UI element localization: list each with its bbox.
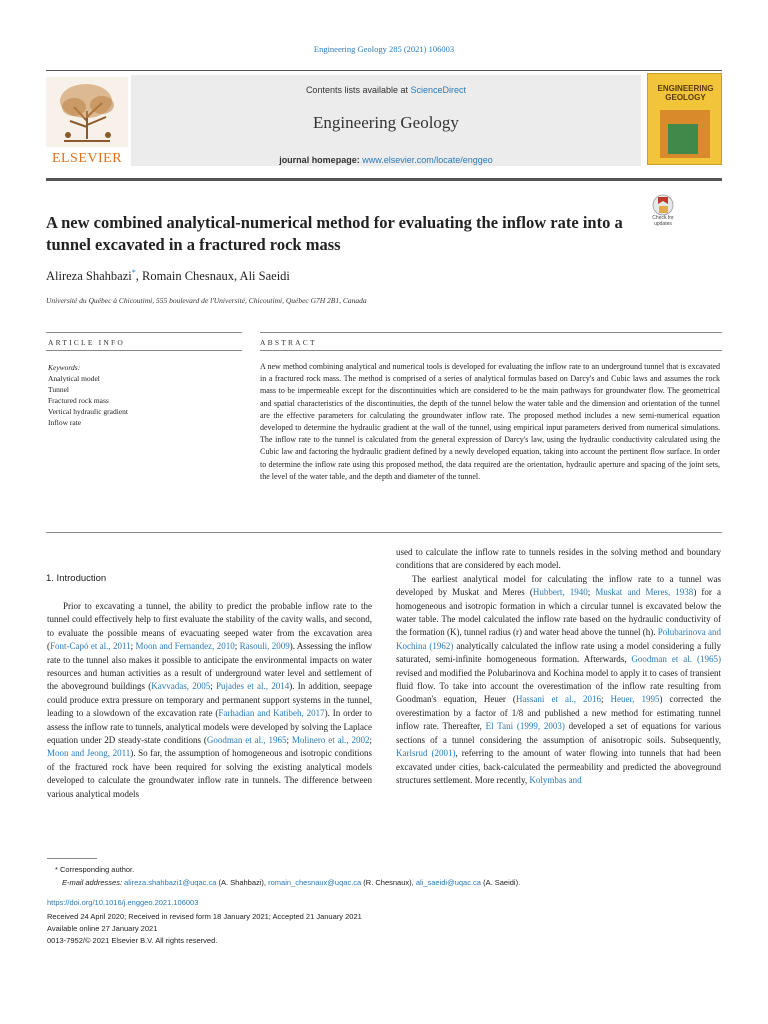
keyword-item: Vertical hydraulic gradient xyxy=(48,407,128,416)
citation-link[interactable]: Hubbert, 1940 xyxy=(532,587,588,598)
body-text: used to calculate the inflow rate to tunnels resides in the solving method and boundary conditions that are considered by each model. xyxy=(396,547,721,571)
body-text: ). In order to assess the inflow rate to tunnels, analytical models were developed by solving the Laplace equation under 2D steady-state conditions ( xyxy=(47,708,372,746)
body-text: ). So far, the assumption of homogeneous and isotropic conditions of the fractured rock have been required for solving the existing analytical models developed to calculate the groundwater inflow rate in tunnels. The difference between various analytical models xyxy=(47,748,372,799)
abstract-rule xyxy=(260,332,722,333)
intro-paragraph xyxy=(396,573,721,788)
citation-link[interactable]: Pujades et al., 2014 xyxy=(216,681,290,692)
cover-graphic-inner xyxy=(668,124,698,154)
elsevier-wordmark: ELSEVIER xyxy=(51,151,123,166)
journal-cover-thumbnail[interactable] xyxy=(647,73,722,165)
citation-link[interactable]: Goodman et al., 1965 xyxy=(206,735,287,746)
corresponding-author-mark[interactable]: * xyxy=(131,268,136,277)
check-for-updates-badge[interactable] xyxy=(648,194,678,232)
journal-reference[interactable]: Engineering Geology 285 (2021) 106003 xyxy=(313,44,455,54)
elsevier-tree-icon xyxy=(46,77,128,147)
homepage-line xyxy=(131,155,641,165)
body-text: ). Assessing the inflow rate to the tunnel also makes it possible to anticipate the environmental impacts on water resources and human activities as a result of underground water level and settlement of the aboveground buildings ( xyxy=(47,641,372,692)
keyword-item: Inflow rate xyxy=(48,418,82,427)
corresponding-author-note: * Corresponding author. xyxy=(55,865,135,874)
intro-paragraph xyxy=(47,600,372,801)
author-name[interactable]: Alireza Shahbazi xyxy=(46,269,132,284)
citation-link[interactable]: Polubarinova and Kochina (1962) xyxy=(396,627,721,651)
abstract-subrule xyxy=(260,350,722,351)
citation-link[interactable]: Kavvadas, 2005 xyxy=(151,681,211,692)
homepage-link[interactable]: www.elsevier.com/locate/enggeo xyxy=(362,155,493,165)
email-owner: (A. Saeidi). xyxy=(483,878,521,887)
email-link[interactable]: romain_chesnaux@uqac.ca xyxy=(268,878,362,887)
homepage-label: journal homepage: xyxy=(279,155,360,165)
email-owner: (R. Chesnaux), xyxy=(363,878,414,887)
citation-link[interactable]: Goodman et al. (1965) xyxy=(631,654,721,665)
keyword-item: Analytical model xyxy=(48,374,100,383)
body-text: Prior to excavating a tunnel, the ability to predict the probable inflow rate to the tunnel could effectively help to first evaluate the stability of the cavity walls, and second, to evaluate the possible means of evacuating seeped water from the excavation area ( xyxy=(47,601,372,652)
article-info-heading: ARTICLE INFO xyxy=(48,338,125,347)
citation-link[interactable]: Moon and Jeong, 2011 xyxy=(47,748,131,759)
citation-link[interactable]: Moon and Fernandez, 2010 xyxy=(135,641,235,652)
body-text: ; xyxy=(286,735,292,746)
cover-title-line2: GEOLOGY xyxy=(665,93,706,102)
affiliation: Université du Québec à Chicoutimi, 555 boulevard de l'Université, Chicoutimi, Québec G7H 2B1, Canada xyxy=(46,296,367,305)
body-text: ; xyxy=(210,681,217,692)
body-text: ; xyxy=(587,587,596,598)
doi-link[interactable]: https://doi.org/10.1016/j.enggeo.2021.106003 xyxy=(47,898,199,907)
keyword-item: Tunnel xyxy=(48,385,69,394)
author-list xyxy=(46,268,290,284)
email-link[interactable]: ali_saeidi@uqac.ca xyxy=(415,878,481,887)
crossmark-line2: updates xyxy=(654,220,672,227)
body-column-right xyxy=(396,546,721,787)
body-text: ). In addition, seepage could produce extra pressure on temporary and permanent support systems in the tunnel, leading to a slowdown of the excavation rate ( xyxy=(47,681,372,719)
abstract-body: A new method combining analytical and numerical tools is developed for evaluating the inflow rate to an underground tunnel that is excavated in a fractured rock mass. The method is comprised of a series of analytical formulas based on Darcy's and Cubic laws and assumes the rock mass to be impermeable except for the discontinuities which are considered to be the main pathways for groundwater flow. The geometrical and spatial characteristics of the discontinuities, the depth of the tunnel below the water table and the dimension and orientation of the tunnel are the effective parameters for calculating the groundwater inflow rate. The proposed method includes a new semi-numerical equation developed to determine the hydraulic gradient at the wall of the tunnel, using empirical input parameters derived from numerical simulations. The inflow rate to the tunnel is calculated from the general expression of Darcy's law, using the hydraulic conductivity calculated using the Cubic law and factoring the hydraulic gradient defined by a newly developed equation, taking into account the pertinent flow surface. In order to determine the inflow rate using this proposed method, the data required are the orientation, hydraulic aperture and spacing of the joint sets, the level of the water table, and the depth and diameter of the tunnel. xyxy=(260,362,720,481)
email-label: E-mail addresses: xyxy=(62,878,123,887)
citation-link[interactable]: Rasouli, 2009 xyxy=(239,641,290,652)
body-text: The earliest analytical model for calculating the inflow rate to a tunnel was developed by Muskat and Meres ( xyxy=(396,573,721,598)
keywords-label: Keywords: xyxy=(48,363,81,372)
body-text: ; xyxy=(234,641,240,652)
intro-paragraph-continued xyxy=(396,546,721,573)
citation-link[interactable]: Font-Capó et al., 2011 xyxy=(50,641,131,652)
citation-link[interactable]: Karlsrud (2001) xyxy=(396,748,456,759)
abstract-end-rule xyxy=(46,532,722,533)
cover-title xyxy=(652,84,719,102)
citation-link[interactable]: El Tani (1999, 2003) xyxy=(485,721,565,732)
masthead-band xyxy=(131,75,641,166)
copyright-line: 0013-7952/© 2021 Elsevier B.V. All rights reserved. xyxy=(47,936,218,945)
citation-link[interactable]: Molinero et al., 2002 xyxy=(291,735,370,746)
cover-title-line1: ENGINEERING xyxy=(657,84,714,93)
citation-link[interactable]: Hassani et al., 2016 xyxy=(515,694,602,705)
body-text: ; xyxy=(130,641,136,652)
body-text: analytically calculated the inflow rate using a model considering a fully saturated, semi-infinite homogeneous formation. Afterwards, xyxy=(396,640,722,665)
email-link[interactable]: alireza.shahbazi1@uqac.ca xyxy=(124,878,217,887)
email-addresses xyxy=(62,878,520,887)
history-dates: Received 24 April 2020; Received in revised form 18 January 2021; Accepted 21 January 2021 xyxy=(47,912,362,921)
body-text: ) corrected the overestimation by a factor of 1/8 and published a new method for estimating tunnel inflow rate. Thereafter, xyxy=(396,694,721,732)
body-text: revised and modified the Polubarinova and Kochina model to apply it to cases of transient fluid flow. To take into account the overestimation of the inflow rate resulting from Goodman's equation, Heuer ( xyxy=(396,667,721,705)
keywords-block xyxy=(48,362,228,428)
article-title: A new combined analytical-numerical method for evaluating the inflow rate into a tunnel excavated in a fractured rock mass xyxy=(46,213,623,254)
crossmark-icon xyxy=(648,194,678,216)
elsevier-logo xyxy=(46,77,128,167)
body-text: , referring to the amount of water flowing into tunnels that had been excavated under cities, back-calculated the permeability and predicted the aboveground structures settlement. More recently, xyxy=(396,748,721,785)
email-owner: (A. Shahbazi), xyxy=(218,878,267,887)
keyword-item: Fractured rock mass xyxy=(48,396,109,405)
article-info-subrule xyxy=(46,350,242,351)
crossmark-label xyxy=(648,216,678,227)
body-text: developed a set of equations for various sections of a tunnel considering the assumption of anisotropic soils. Subsequently, xyxy=(396,721,721,745)
citation-link[interactable]: Heuer, 1995 xyxy=(610,694,660,705)
contents-prefix: Contents lists available at xyxy=(305,85,408,95)
sciencedirect-link[interactable]: ScienceDirect xyxy=(410,85,467,95)
article-info-rule xyxy=(46,332,242,333)
section-heading-introduction: 1. Introduction xyxy=(46,573,107,584)
crossmark-line1: Check for xyxy=(652,215,674,221)
masthead-divider xyxy=(46,178,722,181)
body-column-left xyxy=(47,600,372,801)
contents-line xyxy=(131,85,641,95)
footnote-divider xyxy=(47,858,97,859)
online-date: Available online 27 January 2021 xyxy=(47,924,158,933)
citation-link[interactable]: Farhadian and Katibeh, 2017 xyxy=(218,708,325,719)
journal-name: Engineering Geology xyxy=(313,113,459,132)
citation-link[interactable]: Kolymbas and xyxy=(529,774,582,785)
journal-masthead xyxy=(46,70,722,170)
coauthor-names[interactable]: , Romain Chesnaux, Ali Saeidi xyxy=(135,269,290,284)
abstract-heading: ABSTRACT xyxy=(260,338,317,347)
body-text: ; xyxy=(601,694,611,705)
body-text: ; xyxy=(369,735,372,746)
citation-link[interactable]: Muskat and Meres, 1938 xyxy=(595,587,694,598)
body-text: ) for a homogeneous and isotropic formation in which a circular tunnel is excavated below the water table. The model calculated the inflow rate based on the hydraulic conductivity of the formation (K), tunnel radius (r) and water head above the tunnel (h). xyxy=(396,587,721,638)
